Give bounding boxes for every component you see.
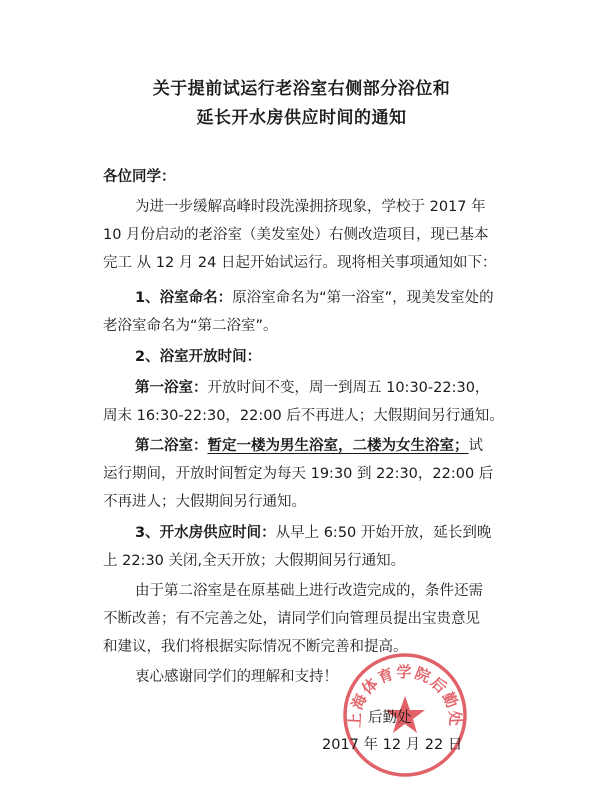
item2-label: 2、浴室开放时间： <box>135 349 262 365</box>
closing-line-1: 由于第二浴室是在原基础上进行改造完成的，条件还需 <box>135 583 483 599</box>
item1-label: 1、浴室命名： <box>135 290 233 306</box>
bath2-emphasis: 暂定一楼为男生浴室，二楼为女生浴室； <box>207 438 469 454</box>
signature-department: 后勤处 <box>368 710 412 726</box>
notice-title-line-1: 关于提前试运行老浴室右侧部分浴位和 <box>152 79 451 99</box>
intro-line-1: 为进一步缓解高峰时段洗澡拥挤现象，学校于 2017 年 <box>135 199 486 215</box>
item1-text-2: 老浴室命名为“第二浴室”。 <box>103 318 278 334</box>
closing-line-2: 不断改善；有不完善之处，请同学们向管理员提出宝贵意见 <box>103 611 480 627</box>
bath2-text-1: 试 <box>468 438 483 454</box>
item3-text-1: 从早上 6:50 开始开放，延长到晚 <box>275 525 492 541</box>
bath1-text-1: 开放时间不变，周一到周五 10:30-22:30， <box>207 380 490 396</box>
bath1-label: 第一浴室： <box>135 380 208 396</box>
salutation: 各位同学： <box>103 169 176 185</box>
bath2-text-3: 不再进人；大假期间另行通知。 <box>103 494 306 510</box>
notice-title-line-2: 延长开水房供应时间的通知 <box>196 108 407 128</box>
item1-text-1: 原浴室命名为“第一浴室”，现美发室处的 <box>232 290 494 306</box>
item1-line-1 <box>135 288 555 308</box>
item3-line-1 <box>135 523 555 543</box>
intro-line-2: 10 月份启动的老浴室（美发室处）右侧改造项目，现已基本 <box>103 227 489 243</box>
closing-line-3: 和建议，我们将根据实际情况不断完善和提高。 <box>103 639 408 655</box>
thanks-line: 衷心感谢同学们的理解和支持！ <box>135 669 338 685</box>
item3-label: 3、开水房供应时间： <box>135 525 276 541</box>
bath1-text-2: 周末 16:30-22:30，22:00 后不再进人；大假期间另行通知。 <box>103 408 504 424</box>
bath2-text-2: 运行期间，开放时间暂定为每天 19:30 到 22:30，22:00 后 <box>103 466 494 482</box>
bath2-line-1 <box>135 436 555 456</box>
signature-date: 2017 年 12 月 22 日 <box>322 737 463 753</box>
intro-line-3: 完工 从 12 月 24 日起开始试运行。现将相关事项通知如下： <box>103 255 497 271</box>
item3-text-2: 上 22:30 关闭,全天开放；大假期间另行通知。 <box>103 553 406 569</box>
seal-text: 上海体育学院后勤处 <box>345 663 465 729</box>
bath1-line-1 <box>135 378 555 398</box>
bath2-label: 第二浴室： <box>135 438 208 454</box>
